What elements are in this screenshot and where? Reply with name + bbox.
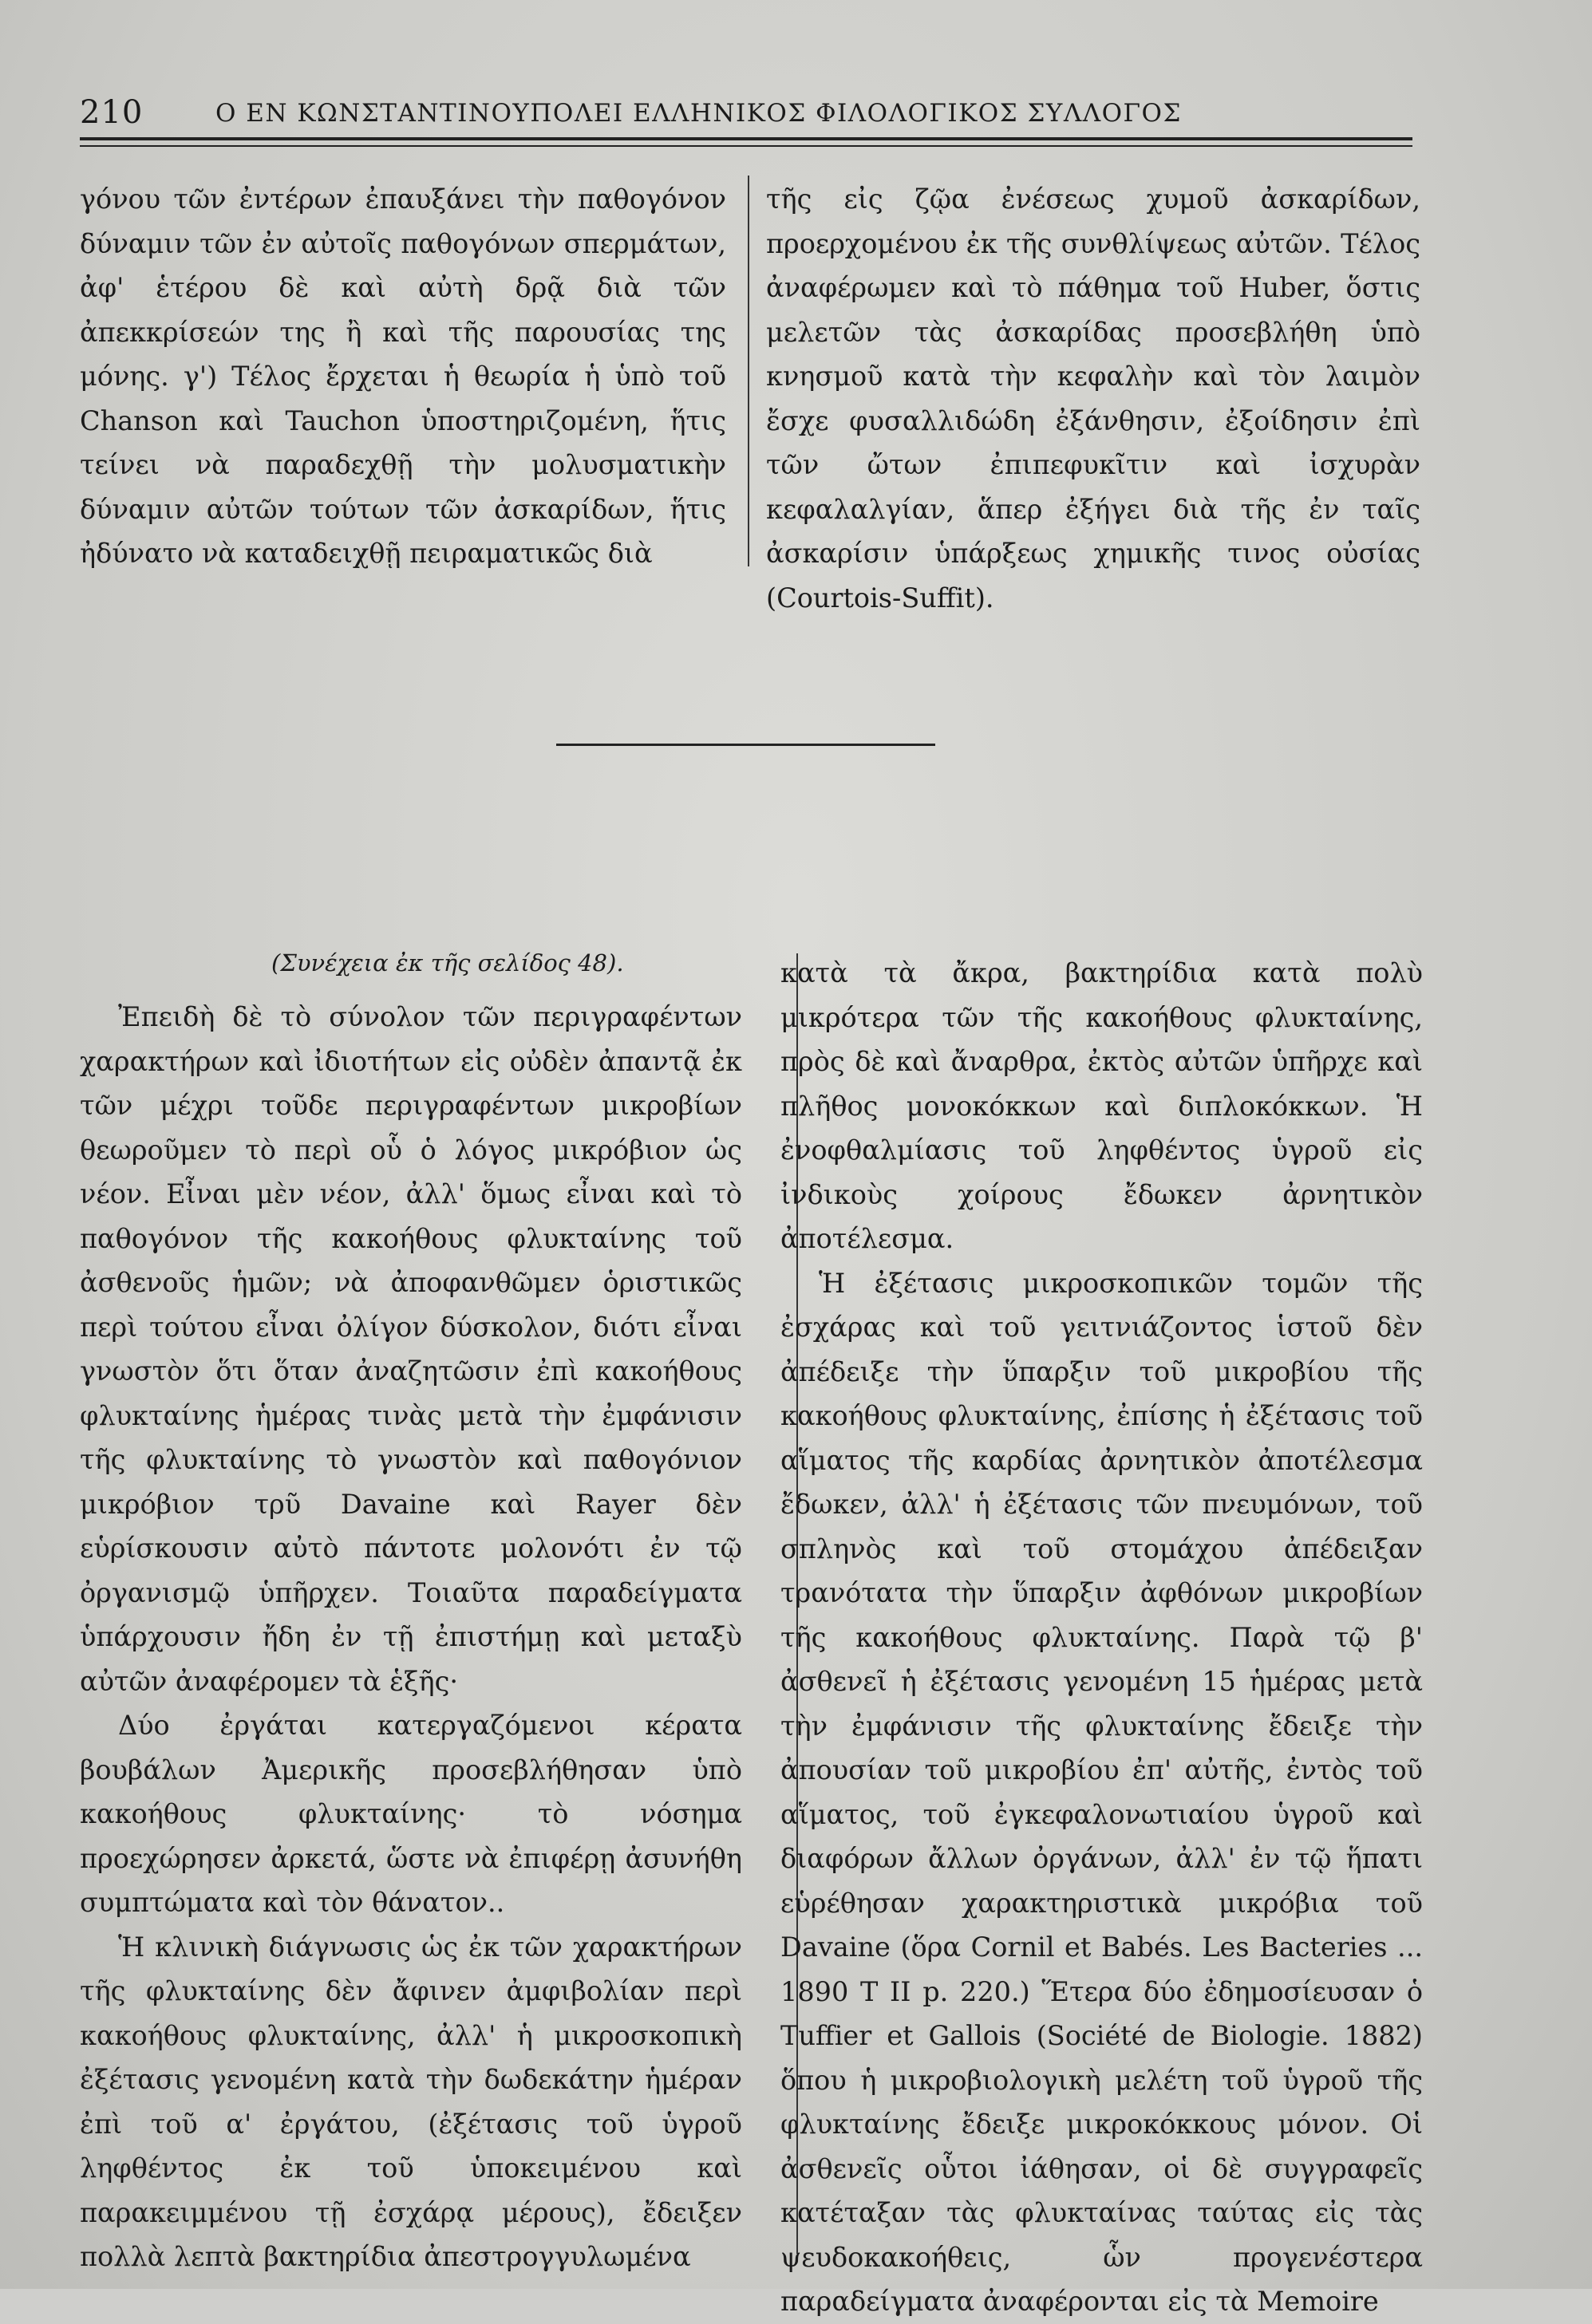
paragraph: Ἐπειδὴ δὲ τὸ σύνολον τῶν περιγραφέντων χαρακτήρων καὶ ἰδιοτήτων εἰς οὐδὲν ἀπαντᾷ ἐκ τῶν μέχρι τοῦδε περιγραφέντων μικροβίων θεωροῦμεν τὸ περὶ οὗ ὁ λόγος μικρόβιον ὡς νέον. Εἶναι μὲν νέον, ἀλλ' ὅμως εἶναι καὶ τὸ παθογόνον τῆς κακοήθους φλυκταίνης τοῦ ἀσθενοῦς ἡμῶν; νὰ ἀποφανθῶμεν ὁριστικῶς περὶ τούτου εἶναι ὀλίγον δύσκολον, διότι εἶναι γνωστὸν ὅτι ὅταν ἀναζητῶσιν ἐπὶ κακοήθους φλυκταίνης ἡμέρας τινὰς μετὰ τὴν ἐμφάνισιν τῆς φλυκταίνης τὸ γνωστὸν καὶ παθογόνιον μικρόβιον τρῦ Davaine καὶ Rayer δὲν εὑρίσκουσιν αὐτὸ πάντοτε μολονότι ἐν τῷ ὀργανισμῷ ὑπῆρχεν. Τοιαῦτα παραδείγματα ὑπάρχουσιν ἤδη ἐν τῇ ἐπιστήμῃ καὶ μεταξὺ αὐτῶν ἀναφέρομεν τὰ ἑξῆς·	[80, 1001, 742, 1697]
paragraph: Ἡ ἐξέτασις μικροσκοπικῶν τομῶν τῆς ἐσχάρας καὶ τοῦ γειτνιάζοντος ἱστοῦ δὲν ἀπέδειξε τὴν ὕπαρξιν τοῦ μικροβίου τῆς κακοήθους φλυκταίνης, ἐπίσης ἡ ἐξέτασις τοῦ αἵματος τῆς καρδίας ἀρνητικὸν ἀποτέλεσμα ἔδωκεν, ἀλλ' ἡ ἐξέτασις τῶν πνευμόνων, τοῦ σπληνὸς καὶ τοῦ στομάχου ἀπέδειξαν τρανότατα τὴν ὕπαρξιν ἀφθόνων μικροβίων τῆς κακοήθους φλυκταίνης. Παρὰ τῷ β' ἀσθενεῖ ἡ ἐξέτασις γενομένη 15 ἡμέρας μετὰ τὴν ἐμφάνισιν τῆς φλυκταίνης ἔδειξε τὴν ἀπουσίαν τοῦ μικροβίου ἐπ' αὐτῆς, ἐντὸς τοῦ αἵματος, τοῦ ἐγκεφαλονωτιαίου ὑγροῦ καὶ διαφόρων ἄλλων ὀργάνων, ἀλλ' ἐν τῷ ἥπατι εὑρέθησαν χαρακτηριστικὰ μικρόβια τοῦ Davaine (ὅρα Cornil et Babés. Les Bacteries ... 1890 T II p. 220.) Ἕτερα δύο ἐδημοσίευσαν ὁ Tuffier et Gallois (Société de Biologie. 1882) ὅπου ἡ μικροβιολογικὴ μελέτη τοῦ ὑγροῦ τῆς φλυκταίνης ἔδειξε μικροκόκκους μόνον. Οἱ ἀσθενεῖς οὗτοι ἰάθησαν, οἱ δὲ συγγραφεῖς κατέταξαν τὰς φλυκταίνας ταύτας εἰς τὰς ψευδοκακοήθεις, ὧν προγενέστερα παραδείγματα ἀναφέρονται εἰς τὰ Memoire	[780, 1267, 1423, 2317]
page-number: 210	[80, 94, 144, 131]
article-separator-rule	[556, 744, 935, 746]
top-right-text: τῆς εἰς ζῷα ἐνέσεως χυμοῦ ἀσκαρίδων, προερχομένου ἐκ τῆς συνθλίψεως αὐτῶν. Τέλος ἀναφέρωμεν καὶ τὸ πάθημα τοῦ Huber, ὅστις μελετῶν τὰς ἀσκαρίδας προσεβλήθη ὑπὸ κνησμοῦ κατὰ τὴν κεφαλὴν καὶ τὸν λαιμὸν ἔσχε φυσαλλιδώδη ἐξάνθησιν, ἐξοίδησιν ἐπὶ τῶν ὤτων ἐπιπεφυκῖτιν καὶ ἰσχυρὰν κεφαλαλγίαν, ἅπερ ἐξήγει διὰ τῆς ἐν ταῖς ἀσκαρίσιν ὑπάρξεως χημικῆς τινος οὐσίας (Courtois-Suffit).	[766, 183, 1420, 614]
header-rule-thin	[80, 145, 1412, 147]
paragraph: κατὰ τὰ ἄκρα, βακτηρίδια κατὰ πολὺ μικρότερα τῶν τῆς κακοήθους φλυκταίνης, πρὸς δὲ καὶ ἄναρθρα, ἐκτὸς αὐτῶν ὑπῆρχε καὶ πλῆθος μονοκόκκων καὶ διπλοκόκκων. Ἡ ἐνοφθαλμίασις τοῦ ληφθέντος ὑγροῦ εἰς ἰνδικοὺς χοίρους ἔδωκεν ἀρνητικὸν ἀποτέλεσμα.	[780, 957, 1423, 1254]
bottom-right-column	[780, 951, 1423, 2324]
journal-title: Ο ΕΝ ΚΩΝΣΤΑΝΤΙΝΟΥΠΟΛΕΙ ΕΛΛΗΝΙΚΟΣ ΦΙΛΟΛΟΓΙΚΟΣ ΣΥΛΛΟΓΟΣ	[215, 99, 1182, 128]
paragraph: Ἡ κλινικὴ διάγνωσις ὡς ἐκ τῶν χαρακτήρων τῆς φλυκταίνης δὲν ἄφινεν ἀμφιβολίαν περὶ κακοήθους φλυκταίνης, ἀλλ' ἡ μικροσκοπικὴ ἐξέτασις γενομένη κατὰ τὴν δωδεκάτην ἡμέραν ἐπὶ τοῦ α' ἐργάτου, (ἐξέτασις τοῦ ὑγροῦ ληφθέντος ἐκ τοῦ ὑποκειμένου καὶ παρακειμμένου τῇ ἐσχάρᾳ μέρους), ἔδειξεν πολλὰ λεπτὰ βακτηρίδια ἀπεστρογγυλωμένα	[80, 1931, 742, 2272]
running-head	[80, 94, 1420, 139]
bottom-left-column	[80, 995, 742, 2279]
column-divider-top	[748, 176, 749, 566]
continuation-note: (Συνέχεια ἐκ τῆς σελίδος 48).	[271, 949, 624, 977]
top-right-column	[766, 177, 1420, 620]
top-left-text: γόνου τῶν ἐντέρων ἐπαυξάνει τὴν παθογόνον δύναμιν τῶν ἐν αὐτοῖς παθογόνων σπερμάτων, ἀφ' ἑτέρου δὲ καὶ αὐτὴ δρᾷ διὰ τῶν ἀπεκκρίσεών της ἢ καὶ τῆς παρουσίας της μόνης. γ') Τέλος ἔρχεται ἡ θεωρία ἡ ὑπὸ τοῦ Chanson καὶ Tauchon ὑποστηριζομένη, ἥτις τείνει νὰ παραδεχθῇ τὴν μολυσματικὴν δύναμιν αὐτῶν τούτων τῶν ἀσκαρίδων, ἥτις ἠδύνατο νὰ καταδειχθῇ πειραματικῶς διὰ	[80, 183, 726, 569]
header-rule-thick	[80, 137, 1412, 140]
paragraph: Δύο ἐργάται κατεργαζόμενοι κέρατα βουβάλων Ἀμερικῆς προσεβλήθησαν ὑπὸ κακοήθους φλυκταίνης· τὸ νόσημα προεχώρησεν ἀρκετά, ὥστε νὰ ἐπιφέρῃ ἀσυνήθη συμπτώματα καὶ τὸν θάνατον..	[80, 1710, 742, 1918]
top-left-column	[80, 177, 726, 576]
